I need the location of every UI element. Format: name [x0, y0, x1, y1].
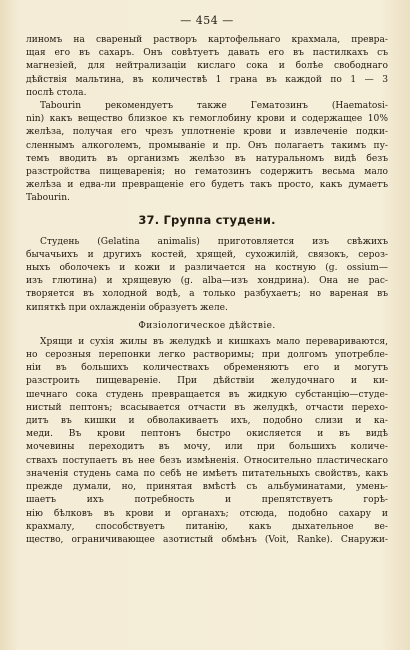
text-line: щество, ограничивающее азотистый обмѣнъ (Voit, Ranke). Снаружи- — [26, 534, 388, 545]
text-line: мочевины переходитъ въ мочу, или при большихъ количе- — [26, 442, 388, 453]
text-line: изъ глютина) и хрящевую (g. alba—изъ хондрина). Она не рас- — [26, 276, 388, 287]
text-line: прежде думали, но, принятая вмѣстѣ съ альбуминатами, умень- — [26, 482, 388, 493]
text-line: послѣ стола. — [26, 87, 87, 98]
text-line: линомъ на свареный растворъ картофельнаго крахмала, превра- — [26, 35, 388, 45]
text-line: меди. Въ крови пептонъ быстро окисляется и въ видѣ — [26, 429, 388, 440]
text-line: шечнаго сока студень превращается въ жидкую субстанцію—студе- — [26, 389, 388, 400]
text-line: ствахъ поступаетъ въ нее безъ измѣненія. Относительно пластическаго — [26, 455, 388, 466]
text-line: но серозныя перепонки легко растворимы; при долгомъ употребле- — [26, 350, 388, 361]
studen-paragraph — [26, 236, 388, 315]
text-line: ныхъ оболочекъ и кожи и различается на костную (g. ossium— — [26, 263, 388, 274]
subheading: Физіологическое дѣйствіе. — [138, 320, 276, 331]
text-line: дитъ въ кишки и обволакиваетъ ихъ, подобно слизи и ка- — [26, 416, 388, 427]
text-line: желѣза, получая его чрезъ уплотненіе крови и извлеченіе подки- — [26, 127, 388, 138]
text-line: щая его въ сахаръ. Онъ совѣтуетъ давать его въ пастилкахъ съ — [26, 48, 388, 59]
top-paragraph — [26, 34, 388, 100]
text-line: nin) какъ вещество близкое къ гемоглобину крови и содержащее 10% — [26, 114, 388, 125]
text-line: нію бѣлковъ въ крови и органахъ; отсюда, подобно сахару и — [26, 508, 388, 519]
text-line: Tabourin. — [26, 193, 70, 204]
page-number: — 454 — — [180, 14, 234, 27]
text-line: магнезіей, для нейтрализаціи кислаго сока и болѣе свободнаго — [26, 61, 388, 72]
text-line: шаетъ ихъ потребность и препятствуетъ горѣ- — [26, 495, 388, 506]
text-line: сленнымъ алкоголемъ, промываніе и пр. Онъ полагаетъ такимъ пу- — [26, 140, 388, 151]
text-line: значенія студень сама по себѣ не имѣетъ питательныхъ свойствъ, какъ — [26, 468, 388, 479]
text-line: желѣза и едва-ли превращеніе его будетъ такъ просто, какъ думаетъ — [26, 180, 388, 191]
text-line: нистый пептонъ; всасывается отчасти въ желудкѣ, отчасти перехо- — [26, 402, 388, 413]
text-line: Tabourin рекомендуетъ также Гематозинъ (Haematosi- — [40, 101, 388, 112]
text-line: творяется въ холодной водѣ, а только разбухаетъ; но вареная въ — [26, 289, 388, 300]
tabourin-paragraph — [26, 100, 388, 206]
text-line: Хрящи и сухія жилы въ желудкѣ и кишкахъ мало перевариваются, — [40, 336, 388, 347]
section-title: 37. Группа студени. — [138, 212, 276, 227]
text-line: разстройства пищеваренія; но гематозинъ содержитъ весьма мало — [26, 167, 388, 178]
text-line: разстроить пищевареніе. При дѣйствіи желудочнаго и ки- — [26, 376, 388, 387]
text-line: бычачьихъ и другихъ костей, хрящей, сухожилій, связокъ, сероз- — [26, 249, 388, 260]
text-line: темъ вводить въ организмъ желѣзо въ натуральномъ видѣ безъ — [26, 153, 388, 164]
physiology-paragraph — [26, 336, 388, 547]
text-line: Студень (Gelatina animalis) приготовляется изъ свѣжихъ — [40, 236, 388, 247]
text-line: кипяткѣ при охлажденіи образуетъ желе. — [26, 302, 228, 313]
text-line: дѣйствія мальтина, въ количествѣ 1 грана въ каждой по 1 — 3 — [26, 74, 388, 85]
text-line: ніи въ большихъ количествахъ обременяютъ его и могутъ — [26, 363, 388, 374]
text-line: крахмалу, способствуетъ питанію, какъ дыхательное ве- — [26, 521, 388, 532]
